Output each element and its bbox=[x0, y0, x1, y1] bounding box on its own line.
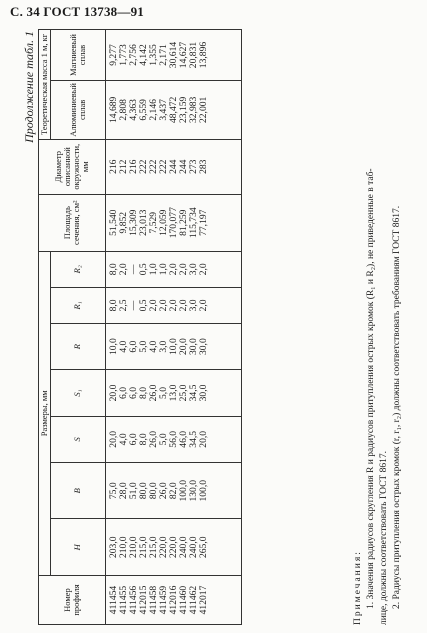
col-header-r2-label: R₂ bbox=[72, 265, 83, 274]
col-header-r bbox=[50, 323, 105, 369]
notes-block bbox=[352, 29, 404, 625]
cells-r: 10,0 4,0 6,0 5,0 4,0 3,0 10,0 20,0 30,0 30,0 bbox=[105, 323, 241, 369]
col-header-diameter: Диаметр описанной окружности, мм bbox=[39, 139, 106, 194]
col-header-s1-label: S₁ bbox=[72, 389, 83, 397]
col-header-h-label: H bbox=[72, 544, 83, 551]
col-header-r-label: R bbox=[72, 344, 83, 350]
cells-diameter: 216 212 216 222 222 222 244 244 273 283 bbox=[105, 139, 241, 194]
col-header-area: Площадь сечения, см² bbox=[39, 194, 106, 251]
continuation-label: Продолжение табл. 1 bbox=[22, 31, 36, 143]
cells-r2: 8,0 2,0 — 0,5 1,0 1,0 2,0 2,0 3,0 2,0 bbox=[105, 251, 241, 287]
rotated-table-page bbox=[20, 27, 420, 627]
cells-s1: 20,0 6,0 6,0 8,0 26,0 5,0 13,0 25,0 34,5 30,0 bbox=[105, 370, 241, 416]
table-row bbox=[105, 30, 241, 625]
profiles-table bbox=[38, 29, 242, 625]
page-header: С. 34 ГОСТ 13738—91 bbox=[10, 4, 144, 19]
note-item-2: 2. Радиусы притупления острых кромок (r, r₁, r₂) должны соответствовать требованиям ГОСТ 8617. bbox=[392, 205, 402, 609]
notes-heading: Примечания: bbox=[353, 550, 363, 625]
cells-profile-number: 411454 411455 411456 412015 411458 411459 412016 411460 411462 412017 bbox=[105, 576, 241, 625]
col-header-b bbox=[50, 462, 105, 519]
col-header-h bbox=[50, 519, 105, 576]
note-item-1-continued: лице, должны соответствовать ГОСТ 8617. bbox=[379, 451, 389, 625]
col-header-magnesium: Магниевый сплав bbox=[50, 30, 105, 81]
cells-area: 51,540 9,852 15,309 23,013 7,529 12,059 170,077 81,259 115,734 77,197 bbox=[105, 194, 241, 251]
col-header-r2 bbox=[50, 251, 105, 287]
col-header-r1-label: R₁ bbox=[72, 301, 83, 310]
cells-aluminum: 14,689 2,808 4,363 6,559 2,146 3,437 48,472 23,159 32,983 22,001 bbox=[105, 81, 241, 140]
col-header-theoretical-mass: Теоретическая масса 1 м, кг bbox=[39, 30, 51, 140]
col-header-dimensions: Размеры, мм bbox=[39, 251, 51, 575]
col-header-r1 bbox=[50, 287, 105, 323]
cells-magnesium: 9,277 1,773 2,756 4,142 1,355 2,171 30,614 14,627 20,831 13,896 bbox=[105, 30, 241, 81]
cells-r1: 8,0 2,5 — 0,5 2,0 2,0 2,0 2,0 3,0 2,0 bbox=[105, 287, 241, 323]
col-header-aluminum: Алюминиевый сплав bbox=[50, 81, 105, 140]
col-header-b-label: B bbox=[72, 488, 83, 494]
col-header-s-label: S bbox=[72, 437, 83, 442]
col-header-s bbox=[50, 416, 105, 462]
cells-h: 203,0 210,0 210,0 215,0 215,0 220,0 220,0 240,0 240,0 265,0 bbox=[105, 519, 241, 576]
cells-b: 75,0 28,0 51,0 80,0 80,0 26,0 82,0 100,0 130,0 100,0 bbox=[105, 462, 241, 519]
note-item-1: 1. Значения радиусов скругления R и радиусов притупления острых кромок (R₁ и R₂), не приведенные в таб- bbox=[366, 168, 376, 609]
col-header-profile-number: Номер профиля bbox=[39, 576, 106, 625]
col-header-s1 bbox=[50, 370, 105, 416]
cells-s: 20,0 4,0 6,0 8,0 26,0 5,0 56,0 46,0 34,5 20,0 bbox=[105, 416, 241, 462]
